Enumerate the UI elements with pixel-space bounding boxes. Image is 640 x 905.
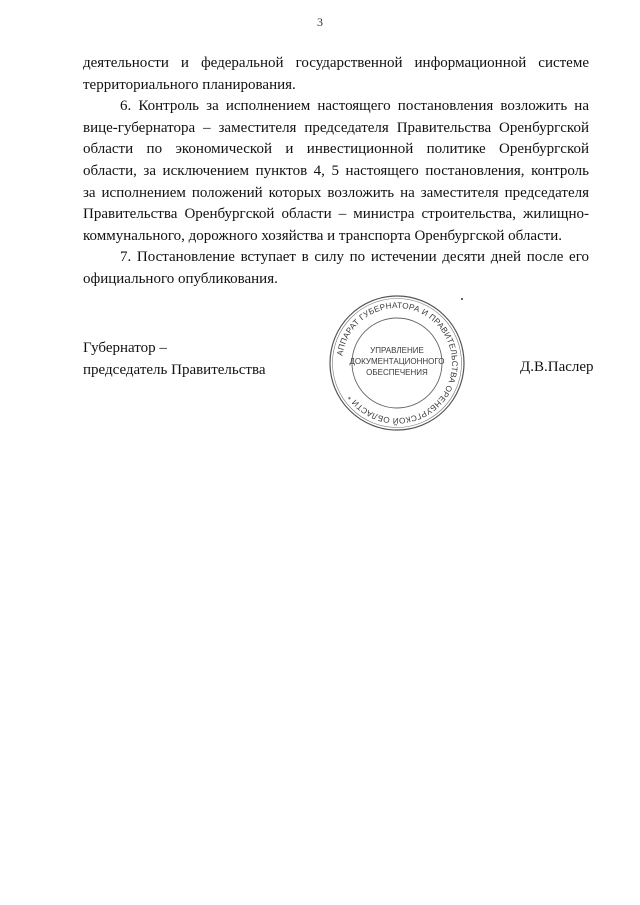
- signatory-title-line: председатель Правительства: [83, 362, 266, 378]
- signatory-title: [83, 337, 266, 381]
- text-line: коммунального, дорожного хозяйства и транспорта Оренбургской области.: [83, 227, 563, 244]
- page-number: 3: [317, 15, 323, 29]
- text-line: области, за исключением пунктов 4, 5 настоящего постановления, контроль: [83, 162, 589, 179]
- signatory-title-line: Губернатор –: [83, 340, 167, 356]
- signatory-name: Д.В.Паслер: [520, 359, 594, 375]
- stamp-center-line: ОБЕСПЕЧЕНИЯ: [366, 368, 428, 377]
- paragraph-6: [83, 96, 589, 247]
- text-line: 6. Контроль за исполнением настоящего постановления возложить на: [120, 98, 589, 115]
- text-line: деятельности и федеральной государственной информационной системе: [83, 55, 589, 71]
- text-line: вице-губернатора – заместителя председателя Правительства Оренбургской: [83, 119, 589, 136]
- text-line: 7. Постановление вступает в силу по истечении десяти дней после его: [120, 249, 589, 266]
- paragraph-7: [83, 247, 589, 290]
- ink-dot: [461, 298, 463, 300]
- stamp-ring-text: АППАРАТ ГУБЕРНАТОРА И ПРАВИТЕЛЬСТВА ОРЕНБУРГСКОЙ ОБЛАСТИ *: [335, 300, 460, 426]
- paragraph-continuation: [83, 53, 589, 96]
- text-line: области по экономической и инвестиционной политике Оренбургской: [83, 141, 589, 158]
- stamp-center-line: УПРАВЛЕНИЕ: [370, 346, 424, 355]
- stamp-center-line: ДОКУМЕНТАЦИОННОГО: [349, 357, 445, 366]
- text-line: официального опубликования.: [83, 270, 278, 287]
- official-seal-stamp: [327, 293, 467, 433]
- document-body: [83, 53, 589, 291]
- text-line: Правительства Оренбургской области – министра строительства, жилищно-: [83, 206, 589, 223]
- text-line: территориального планирования.: [83, 76, 296, 93]
- text-line: за исполнением положений которых возложить на заместителя председателя: [83, 184, 589, 201]
